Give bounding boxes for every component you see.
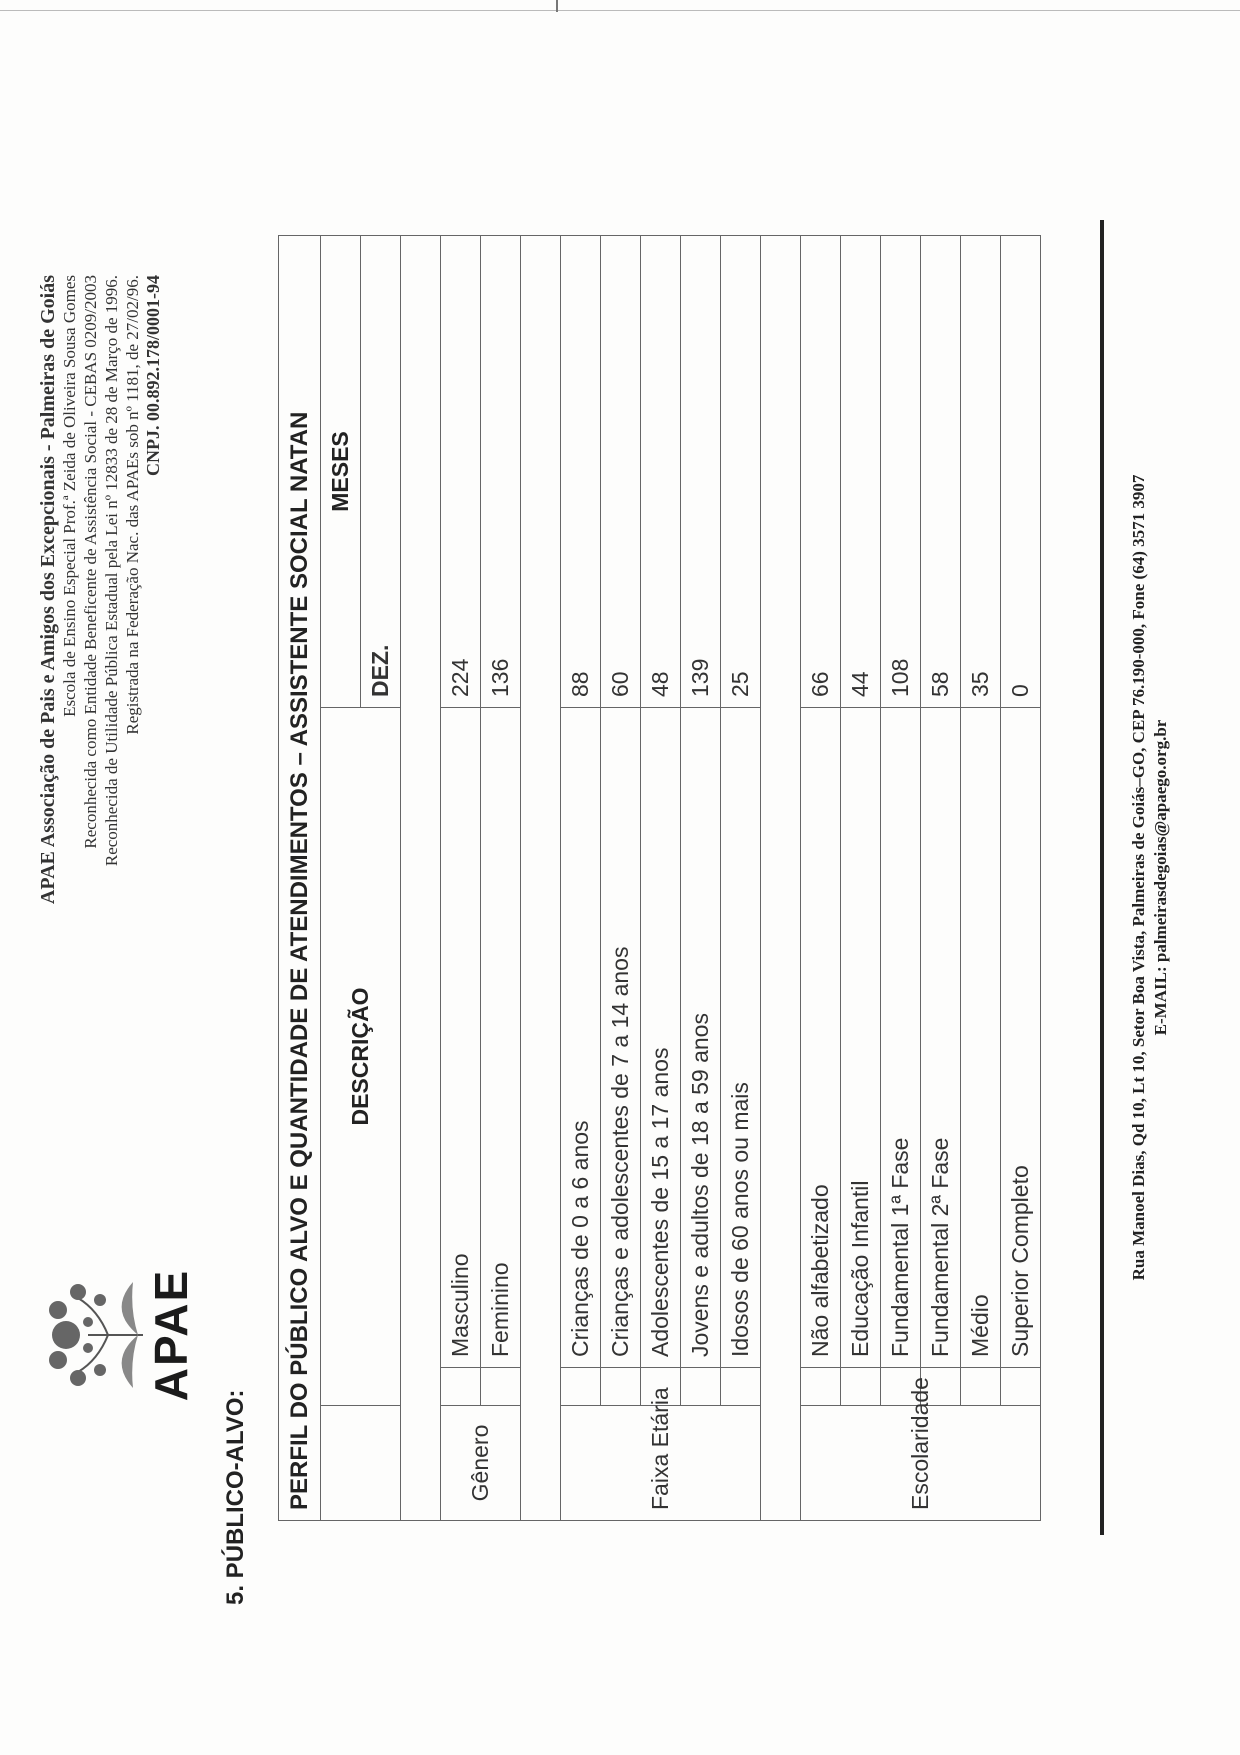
description-cell: Fundamental 1ª Fase <box>881 708 921 1368</box>
indent-cell <box>681 1368 721 1406</box>
cnpj: CNPJ. 00.892.178/0001-94 <box>143 275 163 476</box>
header-blank-cell <box>321 1406 401 1521</box>
table-header-row <box>321 235 361 1520</box>
description-cell: Crianças e adolescentes de 7 a 14 anos <box>601 708 641 1368</box>
table-row <box>721 235 761 1520</box>
separator-cell <box>401 235 441 1520</box>
target-audience-table <box>278 235 1041 1521</box>
description-cell: Médio <box>961 708 1001 1368</box>
table-separator-row <box>761 235 801 1520</box>
table-row <box>801 235 841 1520</box>
apae-tree-icon <box>38 1270 148 1400</box>
table-row <box>441 235 481 1520</box>
value-cell: 35 <box>961 235 1001 707</box>
apae-logo <box>38 1260 197 1410</box>
value-cell: 58 <box>921 235 961 707</box>
indent-cell <box>801 1368 841 1406</box>
organization-name: APAE Associação de Pais e Amigos dos Excepcionais - Palmeiras de Goiás <box>37 275 59 905</box>
description-cell: Superior Completo <box>1001 708 1041 1368</box>
table-row <box>641 235 681 1520</box>
value-cell: 224 <box>441 235 481 707</box>
value-cell: 88 <box>561 235 601 707</box>
value-cell: 44 <box>841 235 881 707</box>
value-cell: 0 <box>1001 235 1041 707</box>
value-cell: 139 <box>681 235 721 707</box>
description-cell: Não alfabetizado <box>801 708 841 1368</box>
category-cell: Faixa Etária <box>561 1406 761 1521</box>
description-cell: Jovens e adultos de 18 a 59 anos <box>681 708 721 1368</box>
school-name: Escola de Ensino Especial Prof.ª Zeida de Oliveira Sousa Gomes <box>60 275 79 717</box>
table-row <box>921 235 961 1520</box>
table-separator-row <box>401 235 441 1520</box>
entity-recognition: Reconhecida como Entidade Beneficente de Assistência Social - CEBAS 0209/2003 <box>81 275 100 849</box>
footer <box>1128 220 1172 1535</box>
federation-registration: Registrada na Federação Nac. das APAEs sob nº 1181, de 27/02/96. <box>123 275 142 735</box>
separator-cell <box>761 235 801 1520</box>
public-utility: Reconhecida de Utilidade Pública Estadual pela Lei nº 12833 de 28 de Março de 1996. <box>102 275 121 867</box>
header-month-dez: DEZ. <box>361 235 401 707</box>
indent-cell <box>1001 1368 1041 1406</box>
footer-address: Rua Manoel Dias, Qd 10, Lt 10, Setor Boa Vista, Palmeiras de Goiás–GO, CEP 76.190-000, Fone (64) 3571 3907 <box>1129 474 1148 1281</box>
category-cell: Gênero <box>441 1406 521 1521</box>
description-cell: Fundamental 2ª Fase <box>921 708 961 1368</box>
table-separator-row <box>521 235 561 1520</box>
table-row <box>601 235 641 1520</box>
footer-email: E-MAIL: palmeirasdegoias@apaego.org.br <box>1151 719 1170 1036</box>
description-cell: Idosos de 60 anos ou mais <box>721 708 761 1368</box>
value-cell: 25 <box>721 235 761 707</box>
description-cell: Adolescentes de 15 a 17 anos <box>641 708 681 1368</box>
table-row <box>561 235 601 1520</box>
category-cell: Escolaridade <box>801 1406 1041 1521</box>
logo-wordmark: APAE <box>145 1268 197 1402</box>
description-cell: Feminino <box>481 708 521 1368</box>
table-row <box>961 235 1001 1520</box>
table-row <box>841 235 881 1520</box>
value-cell: 108 <box>881 235 921 707</box>
indent-cell <box>721 1368 761 1406</box>
indent-cell <box>441 1368 481 1406</box>
indent-cell <box>481 1368 521 1406</box>
description-cell: Masculino <box>441 708 481 1368</box>
table-row <box>481 235 521 1520</box>
separator-cell <box>521 235 561 1520</box>
footer-rule <box>1100 220 1104 1535</box>
header-description: DESCRIÇÃO <box>321 708 401 1406</box>
indent-cell <box>601 1368 641 1406</box>
value-cell: 48 <box>641 235 681 707</box>
table-row <box>681 235 721 1520</box>
indent-cell <box>561 1368 601 1406</box>
description-cell: Educação Infantil <box>841 708 881 1368</box>
header-months: MESES <box>321 235 361 707</box>
table-row <box>1001 235 1041 1520</box>
letterhead <box>38 275 164 1255</box>
value-cell: 66 <box>801 235 841 707</box>
table-title: PERFIL DO PÚBLICO ALVO E QUANTIDADE DE ATENDIMENTOS – ASSISTENTE SOCIAL NATAN <box>279 235 321 1520</box>
indent-cell <box>961 1368 1001 1406</box>
indent-cell <box>841 1368 881 1406</box>
description-cell: Crianças de 0 a 6 anos <box>561 708 601 1368</box>
value-cell: 136 <box>481 235 521 707</box>
section-title: 5. PÚBLICO-ALVO: <box>222 1389 249 1605</box>
value-cell: 60 <box>601 235 641 707</box>
table-row <box>881 235 921 1520</box>
table-title-row <box>279 235 321 1520</box>
